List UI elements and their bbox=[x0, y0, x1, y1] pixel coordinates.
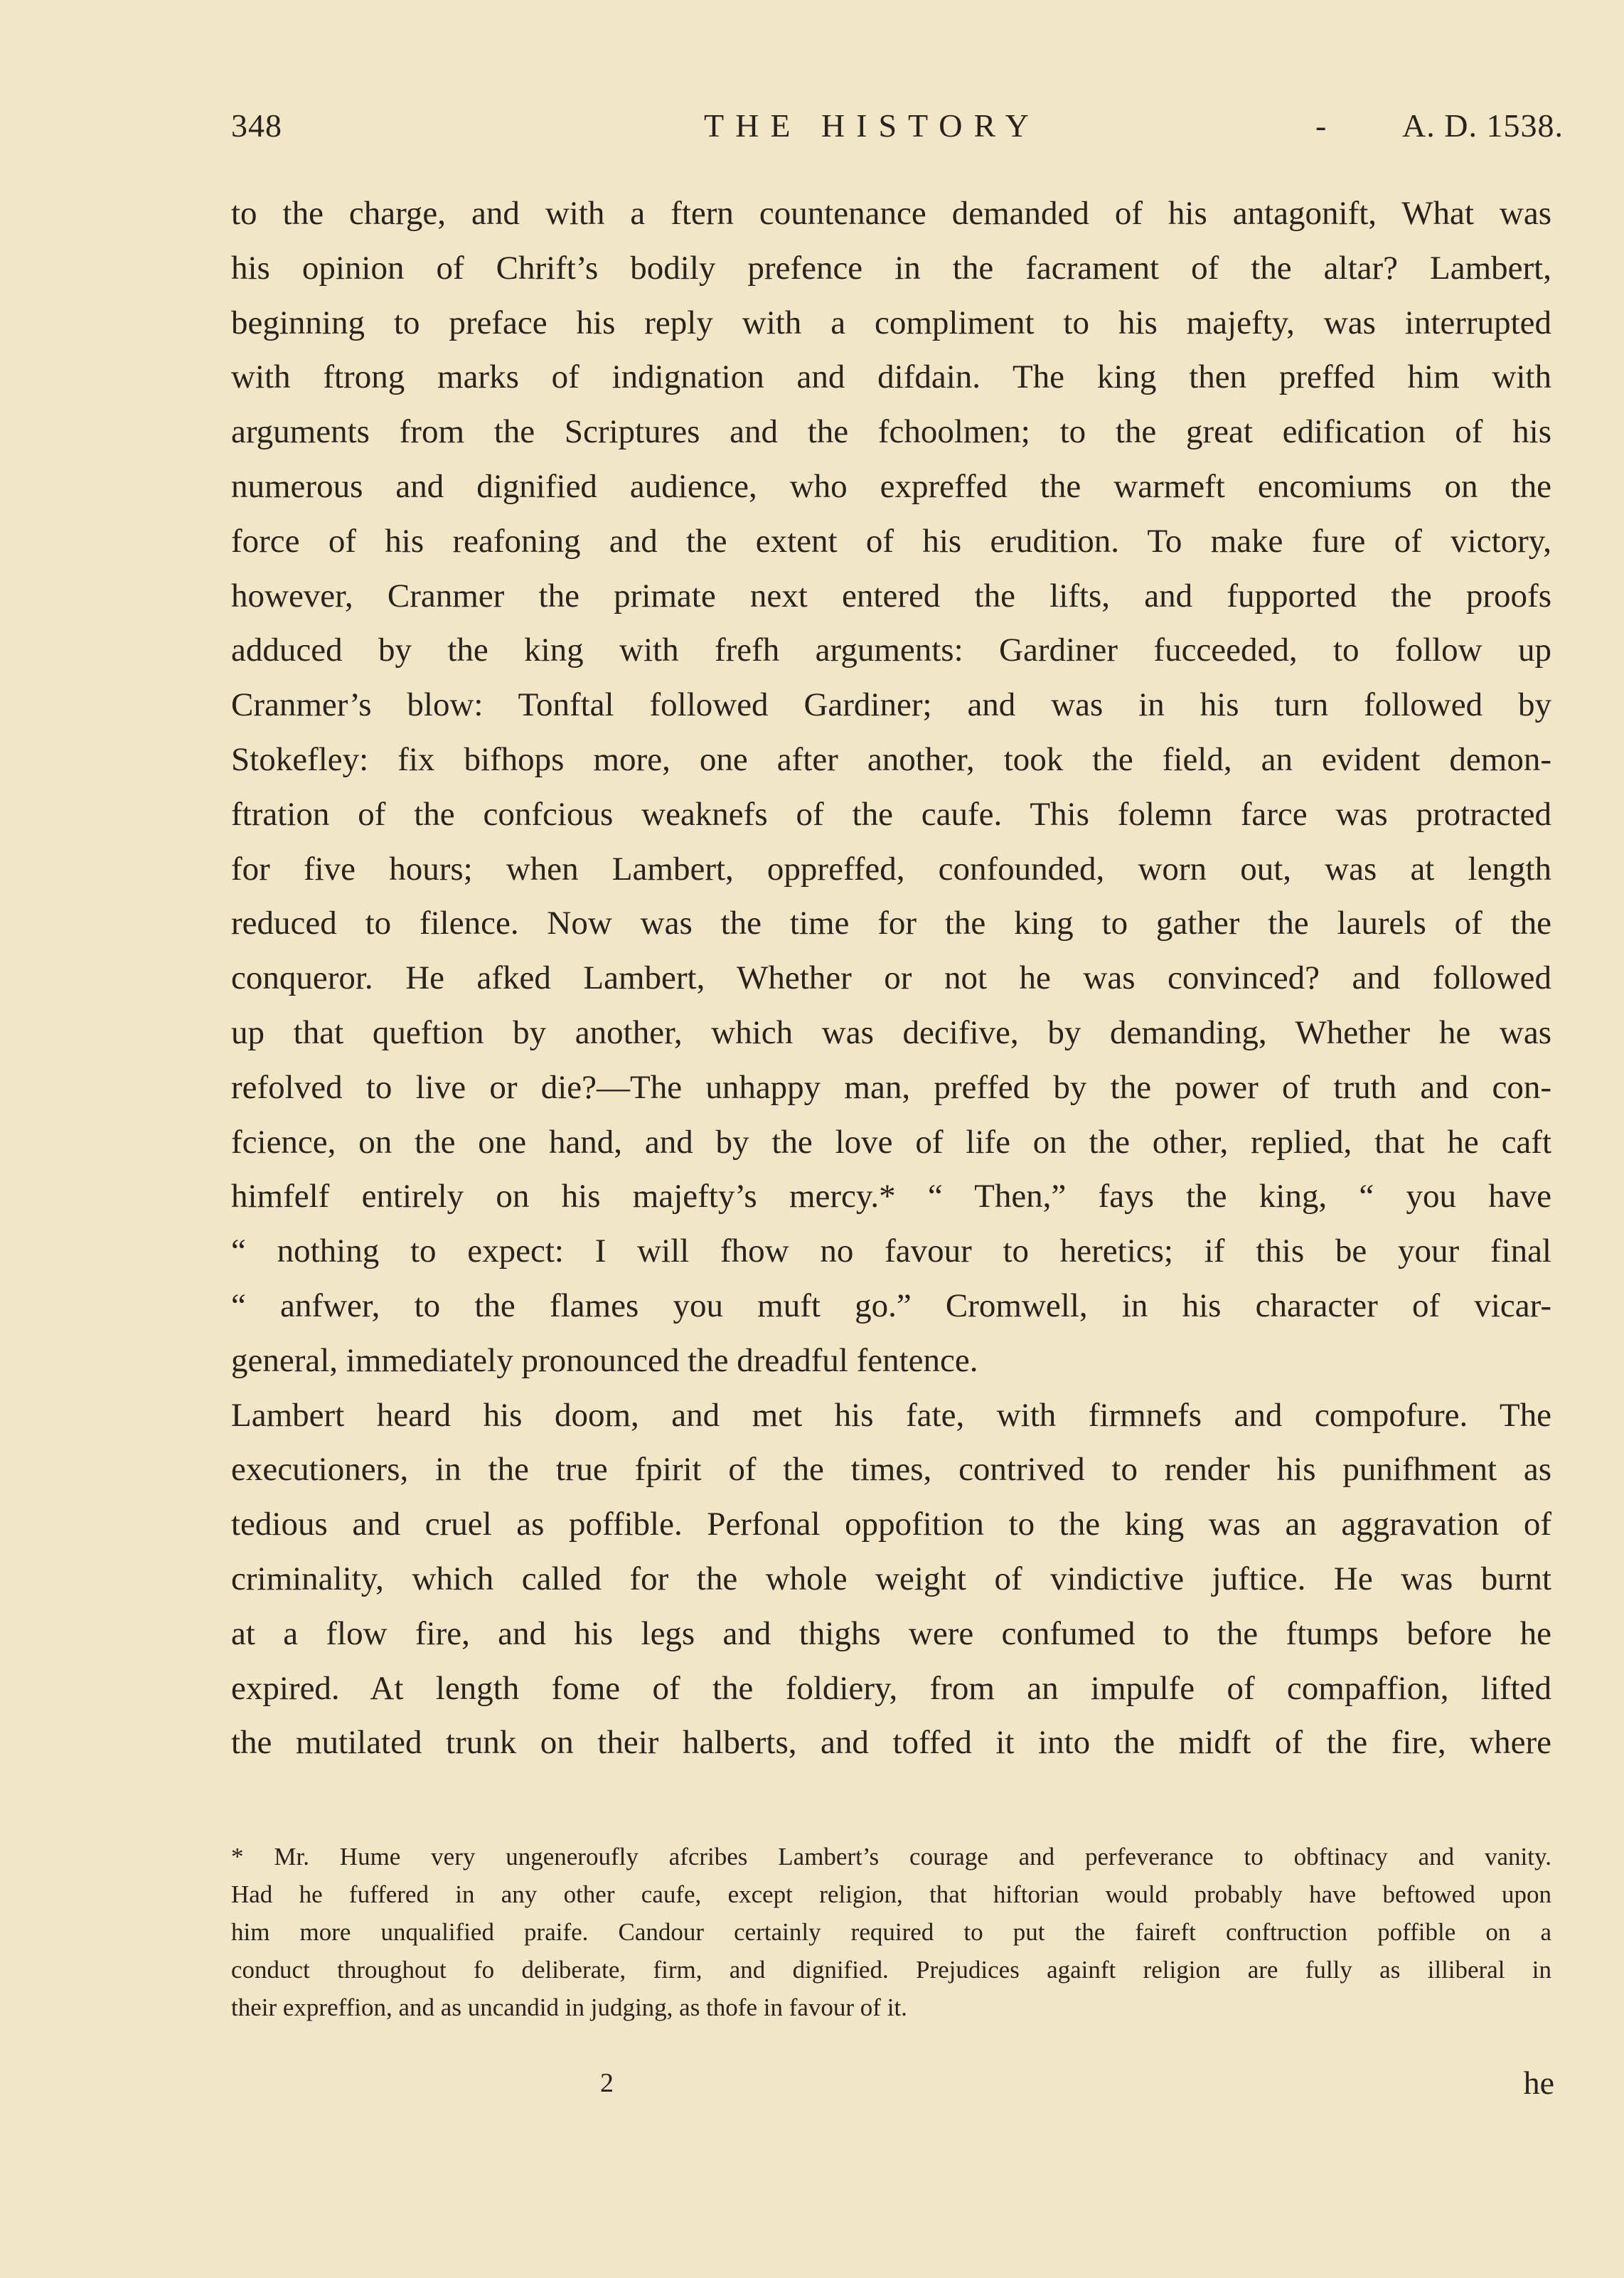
text-line: reduced to filence. Now was the time for the king to gather the laurels of the bbox=[231, 905, 1551, 942]
text-line: criminality, which called for the whole weight of vindictive juftice. He was burnt bbox=[231, 1560, 1551, 1597]
text-line: adduced by the king with frefh arguments: Gardiner fucceeded, to follow up bbox=[231, 632, 1551, 669]
footnote-line: him more unqualified praife. Candour certainly required to put the faireft conftruction poffible on a bbox=[231, 1918, 1551, 1946]
text-line: up that queftion by another, which was decifive, by demanding, Whether he was bbox=[231, 1013, 1551, 1051]
text-line: Stokefley: fix bifhops more, one after another, took the field, an evident demon- bbox=[231, 740, 1551, 778]
text-line: conqueror. He afked Lambert, Whether or not he was convinced? and followed bbox=[231, 959, 1551, 997]
text-line: the mutilated trunk on their halberts, and toffed it into the midft of the fire, where bbox=[231, 1724, 1551, 1762]
text-line: “ nothing to expect: I will fhow no favour to heretics; if this be your final bbox=[231, 1233, 1551, 1270]
footnote-line: conduct throughout fo deliberate, firm, and dignified. Prejudices againft religion are fully as illiberal in bbox=[231, 1956, 1551, 1984]
text-line: Lambert heard his doom, and met his fate, with firmnefs and compofure. The bbox=[231, 1396, 1551, 1434]
text-line: to the charge, and with a ftern countenance demanded of his antagonift, What was bbox=[231, 195, 1551, 232]
running-mark: - bbox=[1315, 107, 1327, 144]
text-line: “ anfwer, to the flames you muft go.” Cromwell, in his character of vicar- bbox=[231, 1287, 1551, 1324]
footnote-line: * Mr. Hume very ungeneroufly afcribes Lambert’s courage and perfeverance to obftinacy and vanity. bbox=[231, 1843, 1551, 1870]
running-date: A. D. 1538. bbox=[1402, 107, 1564, 144]
text-line: arguments from the Scriptures and the fchoolmen; to the great edification of his bbox=[231, 413, 1551, 451]
text-line: his opinion of Chrift’s bodily prefence in the facrament of the altar? Lambert, bbox=[231, 249, 1551, 287]
text-line: expired. At length fome of the foldiery, from an impulfe of compaffion, lifted bbox=[231, 1669, 1551, 1707]
text-line: at a flow fire, and his legs and thighs were confumed to the ftumps before he bbox=[231, 1614, 1551, 1652]
signature-mark: 2 bbox=[600, 2068, 614, 2098]
running-header bbox=[231, 107, 1564, 164]
footnote-line: Had he fuffered in any other caufe, except religion, that hiftorian would probably have beftowed upon bbox=[231, 1880, 1551, 1908]
footnote bbox=[231, 1838, 1551, 2026]
running-title: THE HISTORY bbox=[704, 107, 1040, 144]
catchword: he bbox=[1523, 2065, 1554, 2101]
main-text bbox=[231, 186, 1551, 1770]
text-line: Cranmer’s blow: Tonftal followed Gardiner; and was in his turn followed by bbox=[231, 686, 1551, 724]
text-line: beginning to preface his reply with a compliment to his majefty, was interrupted bbox=[231, 304, 1551, 341]
text-line: numerous and dignified audience, who expreffed the warmeft encomiums on the bbox=[231, 467, 1551, 505]
text-line: force of his reafoning and the extent of his erudition. To make fure of victory, bbox=[231, 522, 1551, 560]
text-line: general, immediately pronounced the dreadful fentence. bbox=[231, 1341, 978, 1379]
text-line: himfelf entirely on his majefty’s mercy.* “ Then,” fays the king, “ you have bbox=[231, 1178, 1551, 1215]
text-line: tedious and cruel as poffible. Perfonal oppofition to the king was an aggravation of bbox=[231, 1506, 1551, 1543]
text-line: executioners, in the true fpirit of the times, contrived to render his punifhment as bbox=[231, 1451, 1551, 1489]
text-line: fcience, on the one hand, and by the love of life on the other, replied, that he caft bbox=[231, 1123, 1551, 1161]
footnote-line: their expreffion, and as uncandid in judging, as thofe in favour of it. bbox=[231, 1994, 907, 2021]
text-line: refolved to live or die?—The unhappy man, preffed by the power of truth and con- bbox=[231, 1068, 1551, 1106]
text-line: ftration of the confcious weaknefs of the caufe. This folemn farce was protracted bbox=[231, 795, 1551, 833]
text-line: for five hours; when Lambert, oppreffed, confounded, worn out, was at length bbox=[231, 850, 1551, 888]
text-line: with ftrong marks of indignation and difdain. The king then preffed him with bbox=[231, 358, 1551, 396]
page-number: 348 bbox=[231, 107, 282, 144]
text-line: however, Cranmer the primate next entered the lifts, and fupported the proofs bbox=[231, 577, 1551, 614]
